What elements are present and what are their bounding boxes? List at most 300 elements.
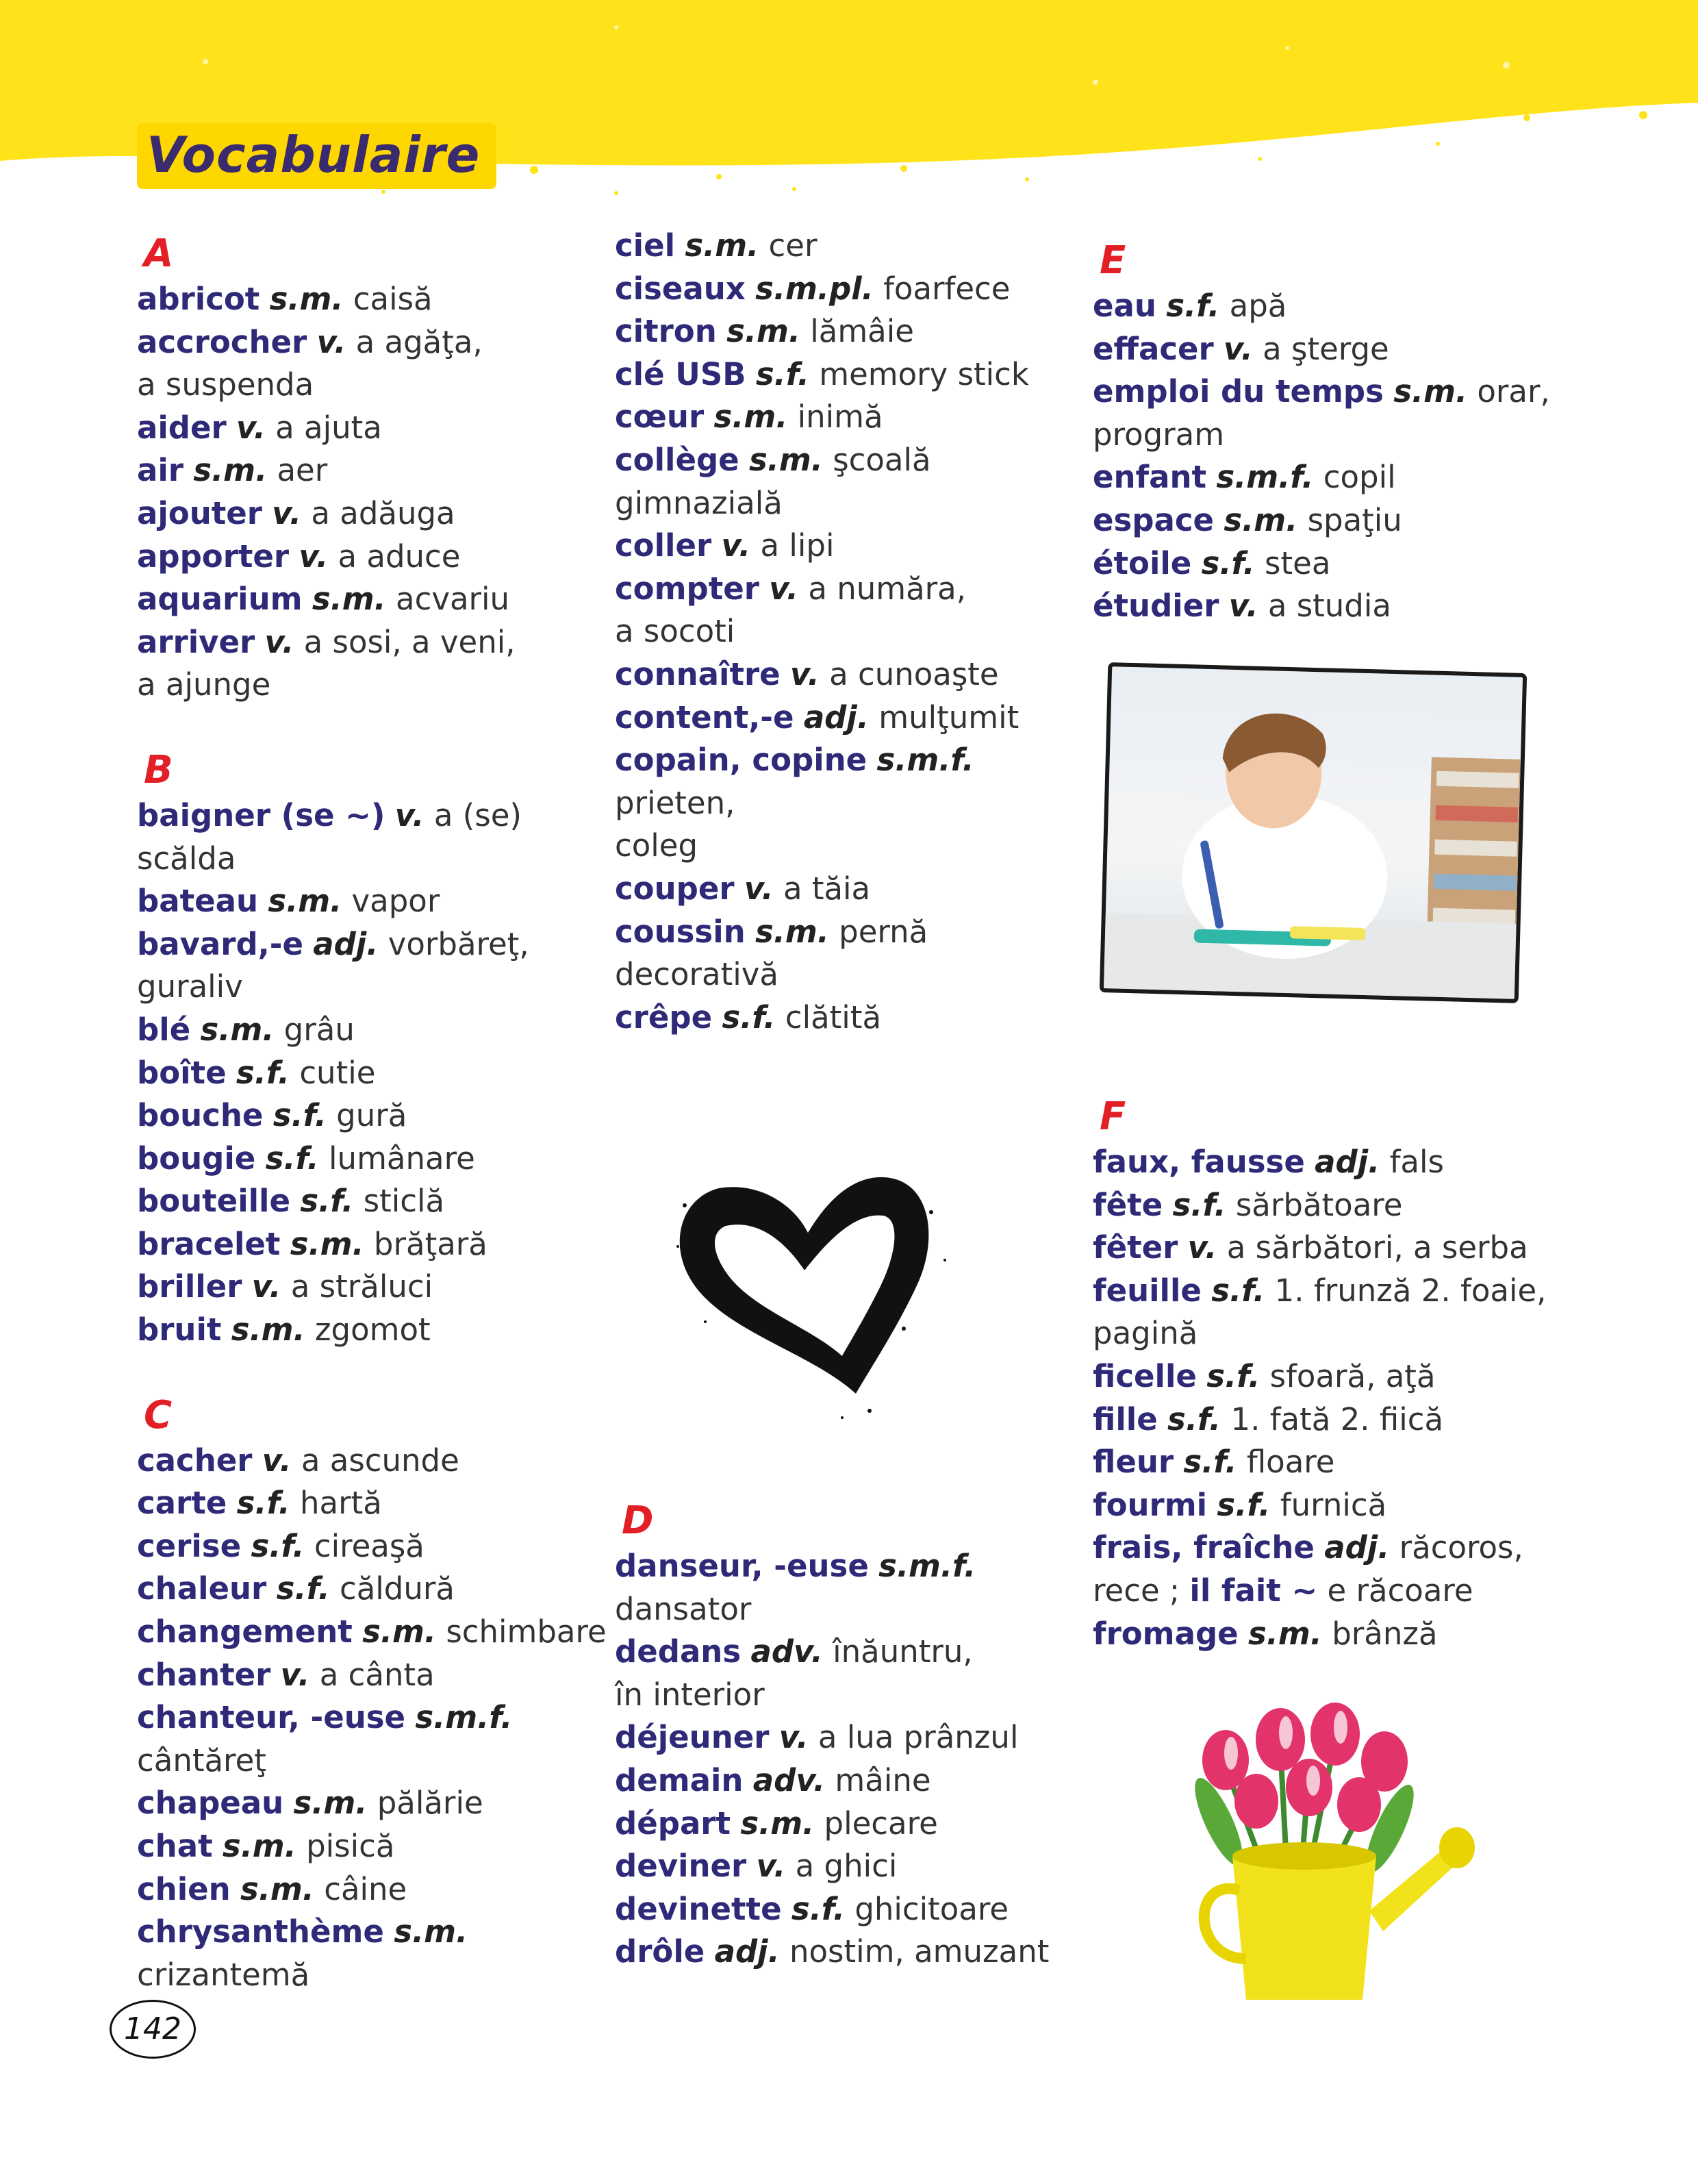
definition: furnică (1280, 1486, 1387, 1523)
headword: effacer (1093, 330, 1214, 367)
grammar-tag: v. (272, 494, 302, 531)
grammar-tag: s.m. (394, 1913, 468, 1950)
definition: stea (1265, 544, 1331, 581)
vocabulary-entry (137, 1009, 616, 1052)
grammar-tag: s.f. (1172, 1186, 1226, 1223)
grammar-tag: s.f. (236, 1485, 290, 1522)
headword: ciseaux (615, 270, 746, 307)
grammar-tag: s.m.f. (878, 1548, 976, 1584)
definition: lumânare (329, 1140, 475, 1177)
vocabulary-entry (1093, 1527, 1572, 1612)
headword: apporter (137, 538, 290, 575)
grammar-tag: v. (778, 1719, 809, 1756)
definition: pălărie (377, 1785, 483, 1822)
definition: a tăia (783, 870, 871, 907)
definition-continued: dansator (615, 1590, 752, 1627)
section-c-continued (615, 225, 1094, 1039)
vocabulary-entry (137, 621, 616, 707)
grammar-tag: s.m. (362, 1614, 436, 1650)
vocabulary-entry (137, 578, 616, 621)
definition: gură (336, 1097, 407, 1134)
grammar-tag: s.m.f. (415, 1699, 513, 1736)
vocabulary-entry (615, 268, 1094, 311)
definition: cireaşă (314, 1527, 424, 1564)
headword: ciel (615, 227, 676, 264)
grammar-tag: v. (264, 623, 294, 660)
grammar-tag: s.f. (1217, 1486, 1271, 1523)
headword: chanter (137, 1656, 271, 1693)
vocabulary-entry (137, 1223, 616, 1266)
definition-continued: a socoti (615, 613, 735, 650)
vocabulary-entry (615, 696, 1094, 740)
top-yellow-band (0, 0, 1698, 226)
grammar-tag: v. (1224, 330, 1253, 367)
grammar-tag: adv. (750, 1633, 823, 1670)
headword: cacher (137, 1442, 253, 1479)
definition: răcoros, (1399, 1529, 1523, 1566)
section-a (137, 233, 616, 707)
definition: sticlă (363, 1183, 445, 1220)
vocabulary-entry (137, 1654, 616, 1697)
headword: bateau (137, 883, 259, 920)
grammar-tag: v. (790, 655, 820, 692)
definition: a adăuga (311, 494, 455, 531)
vocabulary-entry (615, 396, 1094, 439)
boy-drawing-photo (1100, 662, 1527, 1003)
grammar-tag: v. (1228, 588, 1258, 625)
column-left (137, 233, 616, 2039)
headword: ajouter (137, 494, 262, 531)
vocabulary-entry (615, 439, 1094, 525)
definition: mâine (835, 1761, 931, 1798)
headword: connaître (615, 655, 781, 692)
vocabulary-entry (615, 1759, 1094, 1803)
definition: aer (277, 452, 328, 489)
headword: étoile (1093, 544, 1192, 581)
grammar-tag: s.m. (293, 1785, 368, 1822)
vocabulary-entry (1093, 1270, 1572, 1355)
vocabulary-entry (1093, 1184, 1572, 1227)
definition-continued: decorativă (615, 956, 778, 993)
column-right (1093, 240, 1572, 670)
vocabulary-entry (615, 1845, 1094, 1888)
grammar-tag: v. (280, 1656, 310, 1693)
grammar-tag: v. (744, 870, 774, 907)
grammar-tag: s.m.f. (876, 742, 974, 779)
definition: a şterge (1263, 330, 1389, 367)
headword: chrysanthème (137, 1913, 384, 1950)
section-d (615, 1500, 1094, 1974)
definition-continued: a suspenda (137, 366, 314, 403)
definition-continued: în interior (615, 1676, 765, 1713)
grammar-tag: s.f. (722, 999, 776, 1035)
vocabulary-entry (137, 1052, 616, 1095)
definition: a cânta (319, 1656, 435, 1693)
definition-continued: guraliv (137, 968, 243, 1005)
definition: lămâie (810, 313, 914, 350)
vocabulary-entry (137, 1094, 616, 1138)
definition: sărbătoare (1235, 1186, 1403, 1223)
headword: briller (137, 1268, 242, 1305)
headword: aquarium (137, 581, 303, 618)
section-letter: D (622, 1498, 654, 1543)
vocabulary-entry (1093, 456, 1572, 499)
headword: emploi du temps (1093, 373, 1384, 410)
headword: baigner (se ~) (137, 796, 385, 833)
vocabulary-entry (615, 353, 1094, 397)
headword: fromage (1093, 1615, 1239, 1652)
section-e (1093, 240, 1572, 628)
headword: chien (137, 1870, 231, 1907)
definition: înăuntru, (833, 1633, 973, 1670)
definition: a sosi, a veni, (303, 623, 516, 660)
grammar-tag: s.m. (240, 1870, 314, 1907)
definition: orar, (1477, 373, 1550, 410)
vocabulary-entry (615, 1716, 1094, 1759)
definition: vorbăreţ, (388, 925, 529, 962)
vocabulary-entry (1093, 1484, 1572, 1527)
vocabulary-entry (1093, 1355, 1572, 1398)
headword: drôle (615, 1933, 705, 1970)
headword: copain, copine (615, 742, 867, 779)
grammar-tag: adj. (803, 699, 869, 736)
vocabulary-entry (137, 1482, 616, 1525)
definition: clătită (785, 999, 882, 1035)
grammar-tag: s.f. (251, 1527, 305, 1564)
vocabulary-entry (137, 1825, 616, 1868)
grammar-tag: s.m. (231, 1311, 305, 1348)
headword: fille (1093, 1401, 1158, 1438)
definition: a număra, (808, 570, 967, 607)
grammar-tag: v. (769, 570, 798, 607)
definition: cutie (299, 1054, 376, 1091)
grammar-tag: v. (394, 796, 424, 833)
headword: boîte (137, 1054, 227, 1091)
vocabulary-entry (1093, 1441, 1572, 1484)
vocabulary-entry (137, 449, 616, 492)
vocabulary-entry (1093, 1227, 1572, 1270)
headword: ficelle (1093, 1357, 1197, 1394)
definition: pisică (306, 1828, 395, 1864)
definition-continued: coleg (615, 827, 698, 864)
headword: eau (1093, 288, 1156, 324)
vocabulary-entry (137, 880, 616, 923)
headword: compter (615, 570, 759, 607)
definition: acvariu (396, 581, 510, 618)
grammar-tag: s.f. (1201, 544, 1255, 581)
headword: enfant (1093, 459, 1207, 496)
definition: a ascunde (301, 1442, 459, 1479)
headword: air (137, 452, 183, 489)
page-number: 142 (110, 2000, 196, 2059)
vocabulary-entry (137, 1525, 616, 1568)
headword: demain (615, 1761, 744, 1798)
headword: coller (615, 527, 712, 564)
vocabulary-entry (1093, 371, 1572, 456)
vocabulary-entry (1093, 328, 1572, 371)
vocabulary-entry (137, 492, 616, 536)
headword: carte (137, 1485, 227, 1522)
vocabulary-entry (137, 407, 616, 450)
headword: accrocher (137, 323, 307, 360)
headword: fleur (1093, 1444, 1174, 1481)
headword: étudier (1093, 588, 1219, 625)
grammar-tag: s.m. (755, 913, 829, 950)
definition: 1. frunză 2. foaie, (1274, 1272, 1547, 1309)
headword: frais, fraîche (1093, 1529, 1315, 1566)
grammar-tag: s.m. (222, 1828, 296, 1864)
grammar-tag: v. (1187, 1229, 1217, 1266)
grammar-tag: s.f. (265, 1140, 319, 1177)
grammar-tag: adj. (1315, 1144, 1380, 1180)
grammar-tag: s.m. (1248, 1615, 1322, 1652)
definition: cer (768, 227, 818, 264)
grammar-tag: s.f. (276, 1570, 330, 1607)
vocabulary-entry (137, 536, 616, 579)
section-letter: F (1100, 1094, 1126, 1139)
grammar-tag: s.m. (1224, 501, 1298, 538)
definition: sfoară, aţă (1269, 1357, 1436, 1394)
vocabulary-entry (615, 1545, 1094, 1631)
vocabulary-entry (1093, 499, 1572, 542)
definition: caisă (353, 281, 433, 317)
vocabulary-entry (137, 1868, 616, 1911)
definition: schimbare (446, 1614, 607, 1650)
grammar-tag: v. (262, 1442, 292, 1479)
grammar-tag: s.f. (755, 355, 809, 392)
grammar-tag: s.m. (740, 1805, 815, 1842)
grammar-tag: s.m. (685, 227, 759, 264)
definition: a ghici (795, 1848, 898, 1885)
vocabulary-entry (137, 321, 616, 407)
grammar-tag: adj. (714, 1933, 780, 1970)
vocabulary-entry (137, 1180, 616, 1223)
definition: memory stick (819, 355, 1029, 392)
headword: déjeuner (615, 1719, 770, 1756)
headword: crêpe (615, 999, 713, 1035)
definition-continued: pagină (1093, 1315, 1198, 1352)
grammar-tag: adj. (1324, 1529, 1390, 1566)
definition: câine (324, 1870, 407, 1907)
vocabulary-entry (137, 1266, 616, 1309)
definition-continued: gimnazială (615, 484, 783, 521)
definition: foarfece (883, 270, 1011, 307)
vocabulary-entry (615, 568, 1094, 653)
headword: bruit (137, 1311, 222, 1348)
tulips-watering-can-photo (1130, 1685, 1486, 2013)
headword: aider (137, 409, 227, 446)
definition: a aduce (338, 538, 461, 575)
vocabulary-entry (615, 868, 1094, 911)
headword: chapeau (137, 1785, 284, 1822)
definition: a (se) scălda (137, 796, 522, 877)
section-letter: C (144, 1392, 173, 1438)
grammar-tag: v. (236, 409, 266, 446)
definition: şcoală (833, 441, 931, 478)
definition: a studia (1267, 588, 1391, 625)
vocabulary-entry (1093, 585, 1572, 628)
definition: hartă (299, 1485, 382, 1522)
definition: a cunoaşte (829, 655, 999, 692)
vocabulary-entry (615, 911, 1094, 996)
phrase-definition: e răcoare (1327, 1572, 1473, 1609)
vocabulary-entry (615, 1931, 1094, 1974)
definition: inimă (797, 399, 883, 436)
headword: cerise (137, 1527, 242, 1564)
headword: arriver (137, 623, 255, 660)
grammar-tag: s.f. (273, 1097, 327, 1134)
vocabulary-entry (137, 1138, 616, 1181)
definition: vapor (351, 883, 440, 920)
headword: feuille (1093, 1272, 1202, 1309)
column-middle (615, 225, 1094, 1081)
vocabulary-entry (137, 1696, 616, 1782)
section-letter: E (1100, 238, 1126, 283)
definition: mulţumit (878, 699, 1019, 736)
definition: brăţară (373, 1225, 487, 1262)
headword: bougie (137, 1140, 256, 1177)
section-f (1093, 1096, 1572, 1655)
definition: a sărbători, a serba (1226, 1229, 1528, 1266)
headword: dedans (615, 1633, 742, 1670)
headword: deviner (615, 1848, 747, 1885)
column-right-lower (1093, 1096, 1572, 1698)
section-b (137, 749, 616, 1352)
definition: prieten, (615, 784, 735, 821)
definition: plecare (824, 1805, 938, 1842)
vocabulary-entry (1093, 1613, 1572, 1656)
headword: bracelet (137, 1225, 281, 1262)
definition: 1. fată 2. fiică (1230, 1401, 1444, 1438)
vocabulary-entry (137, 1611, 616, 1654)
definition-continued: cântăreţ (137, 1742, 266, 1779)
definition: nostim, amuzant (789, 1933, 1050, 1970)
vocabulary-entry (137, 1568, 616, 1611)
headword: fête (1093, 1186, 1163, 1223)
vocabulary-entry (1093, 1398, 1572, 1442)
definition-continued: program (1093, 416, 1225, 453)
vocabulary-entry (615, 996, 1094, 1040)
vocabulary-entry (137, 923, 616, 1009)
grammar-tag: s.m. (193, 452, 268, 489)
vocabulary-entry (137, 1782, 616, 1825)
headword: chaleur (137, 1570, 267, 1607)
grammar-tag: v. (316, 323, 346, 360)
headword: bavard,-e (137, 925, 303, 962)
headword: chat (137, 1828, 213, 1864)
vocabulary-entry (615, 525, 1094, 568)
column-middle-lower (615, 1500, 1094, 2016)
grammar-tag: s.f. (1206, 1357, 1260, 1394)
definition: căldură (339, 1570, 455, 1607)
headword: départ (615, 1805, 731, 1842)
vocabulary-entry (137, 1309, 616, 1352)
definition: ghicitoare (854, 1890, 1009, 1927)
headword: changement (137, 1614, 353, 1650)
definition: pernă (839, 913, 928, 950)
headword: citron (615, 313, 717, 350)
definition: a lua prânzul (818, 1719, 1019, 1756)
grammar-tag: s.m. (200, 1011, 275, 1048)
grammar-tag: v. (721, 527, 751, 564)
definition: floare (1246, 1444, 1335, 1481)
spray-paint-heart-icon (637, 1123, 993, 1438)
headword: fourmi (1093, 1486, 1208, 1523)
vocabulary-entry (615, 1631, 1094, 1716)
definition: a lipi (760, 527, 835, 564)
grammar-tag: v. (756, 1848, 786, 1885)
vocabulary-entry (615, 653, 1094, 696)
headword: clé USB (615, 355, 746, 392)
definition: zgomot (314, 1311, 431, 1348)
headword: faux, fausse (1093, 1144, 1305, 1180)
vocabulary-entry (137, 1911, 616, 1996)
grammar-tag: v. (251, 1268, 281, 1305)
grammar-tag: s.m. (268, 883, 342, 920)
headword: devinette (615, 1890, 782, 1927)
grammar-tag: s.f. (1183, 1444, 1237, 1481)
vocabulary-entry (615, 739, 1094, 868)
grammar-tag: s.m. (1393, 373, 1468, 410)
headword: collège (615, 441, 739, 478)
definition-continued: rece ; (1093, 1572, 1180, 1609)
section-letter: A (144, 231, 174, 276)
phrase: il fait ~ (1189, 1572, 1318, 1609)
grammar-tag: s.f. (300, 1183, 354, 1220)
definition: copil (1323, 459, 1396, 496)
grammar-tag: s.f. (1167, 1401, 1221, 1438)
headword: fêter (1093, 1229, 1178, 1266)
vocabulary-entry (1093, 1141, 1572, 1184)
definition: a agăţa, (355, 323, 483, 360)
definition: a străluci (290, 1268, 433, 1305)
definition: fals (1389, 1144, 1444, 1180)
grammar-tag: s.m. (726, 313, 800, 350)
vocabulary-entry (1093, 285, 1572, 328)
headword: danseur, -euse (615, 1548, 869, 1584)
vocabulary-entry (615, 1803, 1094, 1846)
grammar-tag: adv. (752, 1761, 826, 1798)
grammar-tag: v. (299, 538, 329, 575)
definition: grâu (283, 1011, 355, 1048)
headword: cœur (615, 399, 705, 436)
vocabulary-entry (615, 310, 1094, 353)
definition: a ajuta (275, 409, 382, 446)
vocabulary-entry (137, 278, 616, 321)
grammar-tag: s.f. (1211, 1272, 1265, 1309)
definition: brânză (1332, 1615, 1438, 1652)
definition-continued: crizantemă (137, 1956, 310, 1993)
grammar-tag: s.m. (269, 281, 344, 317)
headword: content,-e (615, 699, 794, 736)
grammar-tag: s.f. (1166, 288, 1220, 324)
vocabulary-entry (137, 794, 616, 880)
definition-continued: a ajunge (137, 666, 271, 703)
grammar-tag: s.f. (791, 1890, 845, 1927)
vocabulary-entry (137, 1440, 616, 1483)
headword: coussin (615, 913, 746, 950)
headword: couper (615, 870, 735, 907)
grammar-tag: s.m. (312, 581, 386, 618)
headword: blé (137, 1011, 191, 1048)
vocabulary-entry (1093, 542, 1572, 586)
headword: bouteille (137, 1183, 290, 1220)
grammar-tag: adj. (313, 925, 379, 962)
headword: bouche (137, 1097, 264, 1134)
section-letter: B (144, 747, 173, 792)
headword: espace (1093, 501, 1215, 538)
grammar-tag: s.m. (290, 1225, 364, 1262)
